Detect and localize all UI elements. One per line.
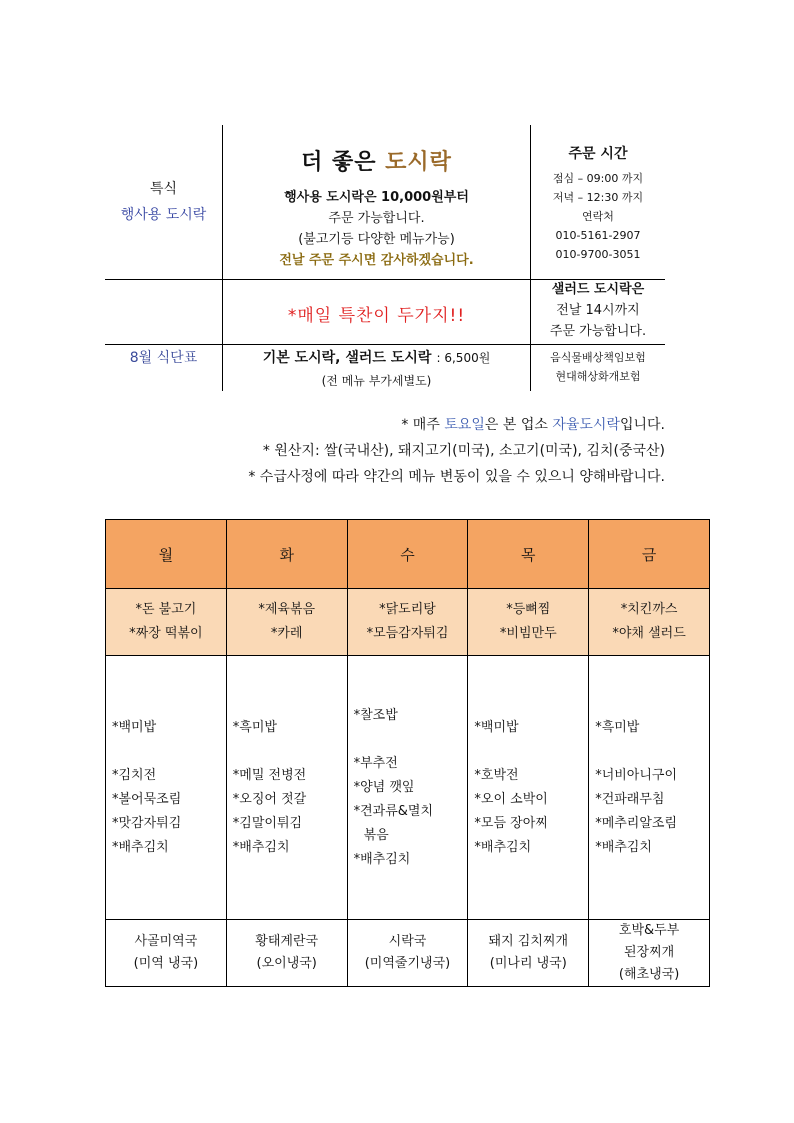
main-row xyxy=(106,656,710,920)
divider xyxy=(105,344,665,345)
brand-title xyxy=(223,145,530,176)
side-item: *볼어묵조림 xyxy=(112,791,182,807)
event-line: (불고기등 다양한 메뉴가능) xyxy=(298,232,455,247)
event-line: 전날 주문 주시면 감사하겠습니다. xyxy=(279,253,474,268)
insurance-line: 음식물배상책임보험 xyxy=(550,351,646,364)
special-cell xyxy=(226,589,347,656)
special-item: *치킨까스 xyxy=(620,602,678,617)
special-cell xyxy=(106,589,227,656)
soup-item: (오이냉국) xyxy=(256,956,317,971)
spacer xyxy=(233,740,347,764)
day-cell: 수 xyxy=(347,520,468,589)
special-subtitle: 행사용 도시락 xyxy=(120,207,207,223)
special-item: *모듬감자튀김 xyxy=(366,626,449,641)
side-item: *모듬 장아찌 xyxy=(474,815,548,831)
salad-line: 샐러드 도시락은 xyxy=(551,282,645,297)
day-cell: 목 xyxy=(468,520,589,589)
special-item: *닭도리탕 xyxy=(379,602,436,617)
rice-item: *흑미밥 xyxy=(232,719,277,735)
soup-item: 황태계란국 xyxy=(255,934,319,949)
salad-info xyxy=(531,279,665,342)
note-part: 은 본 업소 xyxy=(484,417,553,433)
soup-cell xyxy=(106,920,227,987)
soup-item: 사골미역국 xyxy=(134,934,198,949)
menu-table xyxy=(105,519,710,987)
side-item: *배추김치 xyxy=(112,839,169,855)
special-item: *짜장 떡볶이 xyxy=(129,626,203,641)
spacer xyxy=(112,740,226,764)
brand-part: 더 좋은 xyxy=(301,150,386,175)
day-cell: 월 xyxy=(106,520,227,589)
soup-cell xyxy=(468,920,589,987)
event-line: 주문 가능합니다. xyxy=(328,211,425,226)
special-item: *카레 xyxy=(270,626,303,641)
special-item: *등뼈찜 xyxy=(506,602,551,617)
spacer xyxy=(354,728,468,752)
main-cell xyxy=(468,656,589,920)
order-title: 주문 시간 xyxy=(568,146,628,162)
special-item: *비빔만두 xyxy=(499,626,557,641)
soup-cell xyxy=(347,920,468,987)
side-item: *배추김치 xyxy=(353,851,411,867)
side-item: *김말이튀김 xyxy=(232,815,303,831)
special-title: 특식 xyxy=(149,181,178,197)
soup-item: (해초냉국) xyxy=(618,967,680,982)
rice-item: *백미밥 xyxy=(474,719,519,735)
side-item: *맛감자튀김 xyxy=(112,815,182,831)
notes xyxy=(105,412,665,490)
contact-label: 연락처 xyxy=(582,210,614,223)
spacer xyxy=(474,740,588,764)
salad-line: 전날 14시까지 xyxy=(556,303,640,318)
soup-item: 돼지 김치찌개 xyxy=(488,934,569,949)
order-dinner: 저녁 – 12:30 까지 xyxy=(552,191,644,204)
note-part: 입니다. xyxy=(619,417,665,433)
event-line: 행사용 도시락은 10,000원부터 xyxy=(284,190,469,205)
daily-special: *매일 특찬이 두가지!! xyxy=(287,306,466,326)
special-row xyxy=(106,589,710,656)
note-saturday xyxy=(105,412,665,438)
main-cell xyxy=(226,656,347,920)
rice-item: *찰조밥 xyxy=(353,707,398,723)
vat-note: (전 메뉴 부가세별도) xyxy=(321,374,432,388)
side-item: *너비아니구이 xyxy=(595,767,678,783)
brand-accent: 도시락 xyxy=(385,150,452,175)
price-label: 기본 도시락, 샐러드 도시락 xyxy=(262,350,432,366)
soup-item: (미나리 냉국) xyxy=(489,956,567,971)
side-item: *부추전 xyxy=(353,755,398,771)
special-item: *돈 불고기 xyxy=(135,602,197,617)
side-item: *건파래무침 xyxy=(595,791,665,807)
special-cell xyxy=(468,589,589,656)
day-cell: 금 xyxy=(589,520,710,589)
note-origin: * 원산지: 쌀(국내산), 돼지고기(미국), 소고기(미국), 김치(중국산) xyxy=(262,443,665,459)
soup-item: (미역 냉국) xyxy=(133,956,199,971)
side-item: *오징어 젓갈 xyxy=(232,791,307,807)
note-change: * 수급사정에 따라 약간의 메뉴 변동이 있을 수 있으니 양해바랍니다. xyxy=(248,469,665,485)
order-info xyxy=(531,143,665,264)
note-highlight: 토요일 xyxy=(444,417,485,433)
header-block xyxy=(105,125,665,391)
rice-item: *백미밥 xyxy=(112,719,157,735)
side-item: *견과류&멸치 xyxy=(353,803,434,819)
soup-item: 시락국 xyxy=(388,934,427,949)
side-item: *호박전 xyxy=(474,767,519,783)
side-item: *메추리알조림 xyxy=(595,815,678,831)
main-cell xyxy=(347,656,468,920)
price-line xyxy=(223,347,530,367)
insurance-info xyxy=(531,348,665,386)
salad-line: 주문 가능합니다. xyxy=(549,324,647,339)
phone-number: 010-9700-3051 xyxy=(555,248,641,261)
note-part: * 매주 xyxy=(401,417,445,433)
event-info xyxy=(223,187,530,271)
special-cell xyxy=(589,589,710,656)
soup-row xyxy=(106,920,710,987)
side-item: *배추김치 xyxy=(595,839,652,855)
special-item: *제육볶음 xyxy=(258,602,316,617)
side-item: *메밀 전병전 xyxy=(232,767,307,783)
side-item: *배추김치 xyxy=(474,839,532,855)
note-highlight: 자율도시락 xyxy=(552,417,620,433)
side-item: 볶음 xyxy=(363,827,389,843)
side-item: *오이 소박이 xyxy=(474,791,548,807)
order-lunch: 점심 – 09:00 까지 xyxy=(552,172,644,185)
day-row xyxy=(106,520,710,589)
main-cell xyxy=(589,656,710,920)
soup-item: 호박&두부 xyxy=(618,923,680,938)
side-item: *배추김치 xyxy=(232,839,290,855)
special-cell xyxy=(347,589,468,656)
soup-item: (미역줄기냉국) xyxy=(364,956,451,971)
side-item: *김치전 xyxy=(112,767,157,783)
soup-item: 된장찌개 xyxy=(623,945,675,960)
main-cell xyxy=(106,656,227,920)
side-item: *양념 깻잎 xyxy=(353,779,415,795)
insurance-line: 현대해상화개보험 xyxy=(555,370,641,383)
phone-number: 010-5161-2907 xyxy=(555,229,641,242)
spacer xyxy=(595,740,709,764)
month-label: 8월 식단표 xyxy=(129,350,198,366)
soup-cell xyxy=(226,920,347,987)
soup-cell xyxy=(589,920,710,987)
day-cell: 화 xyxy=(226,520,347,589)
price-value: : 6,500원 xyxy=(436,351,491,365)
rice-item: *흑미밥 xyxy=(595,719,640,735)
special-item: *야채 샐러드 xyxy=(612,626,686,641)
